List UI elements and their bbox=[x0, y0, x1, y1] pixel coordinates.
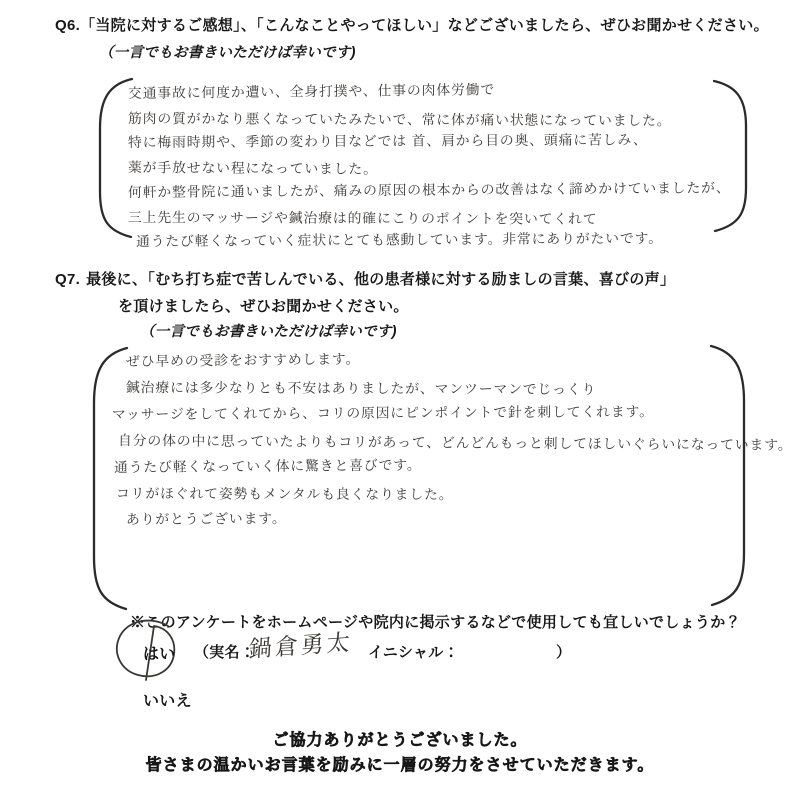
q7-answer-line: マッサージをしてくれてから、コリの原因にピンポイントで針を刺してくれます。 bbox=[111, 403, 654, 422]
q6-answer-line: 薬が手放せない程になっていました。 bbox=[127, 160, 378, 177]
q6-answer-line: 通うたび軽くなっていく症状にとても感動しています。非常にありがたいです。 bbox=[135, 231, 663, 250]
consent-question: ※このアンケートをホームページや院内に掲示するなどで使用しても宜しいでしょうか？ bbox=[130, 614, 741, 631]
q7-answer-line: 通うたび軽くなっていく体に驚きと喜びです。 bbox=[113, 457, 422, 475]
q6-note: （一言でもお書きいただけば幸いです) bbox=[99, 45, 356, 61]
q7-note: （一言でもお書きいただけば幸いです) bbox=[140, 324, 397, 340]
q7-answer-line: 自分の体の中に思っていたよりもコリがあって、どんどんもっと刺してほしいぐらいになっています。 bbox=[117, 433, 793, 453]
initial-label: イニシャル： bbox=[368, 644, 459, 661]
q6-answer-line: 筋肉の質がかなり悪くなっていたみたいで、常に体が痛い状態になっていました。 bbox=[127, 110, 672, 129]
consent-close-paren: ） bbox=[556, 644, 572, 661]
q6-answer-line: 三上先生のマッサージや鍼治療は的確にこりのポイントを突いてくれて bbox=[127, 209, 598, 227]
q7-label: Q7. bbox=[55, 271, 81, 288]
footer-thanks-line: ご協力ありがとうございました。 bbox=[272, 732, 528, 749]
q6-answer-area bbox=[95, 74, 753, 262]
q7-answer-line: ありがとうございます。 bbox=[125, 511, 287, 528]
q6-label: Q6. bbox=[55, 17, 81, 34]
q6-handwritten-answer bbox=[128, 82, 731, 255]
consent-no-option: いいえ bbox=[143, 693, 192, 710]
q6-question-text: 「当院に対するご感想」、「こんなことやってほしい」などございましたら、ぜひお聞かせください。 bbox=[80, 17, 769, 34]
consent-yes-option: はい bbox=[143, 646, 176, 663]
q7-answer-line: ぜひ早めの受診をおすすめします。 bbox=[125, 351, 361, 369]
q6-question-line bbox=[55, 14, 769, 35]
footer-effort-line: 皆さまの温かいお言葉を励みに一層の努力をさせていただきます。 bbox=[145, 757, 655, 774]
q7-answer-line: 鍼治療には多少なりとも不安はありましたが、マンツーマンでじっくり bbox=[125, 380, 597, 398]
q6-answer-line: 何軒か整骨院に通いましたが、痛みの原因の根本からの改善はなく諦めかけていましたが、 bbox=[127, 180, 731, 200]
q7-question-line1 bbox=[55, 268, 675, 289]
real-name-label: （実名： bbox=[194, 644, 256, 661]
q7-question-text1: 最後に、「むち打ち症で苦しんでいる、他の患者様に対する励ましの言葉、喜びの声」 bbox=[86, 271, 676, 288]
q7-handwritten-answer bbox=[111, 349, 793, 534]
q7-answer-area bbox=[88, 343, 793, 615]
q6-answer-line: 特に梅雨時期や、季節の変わり目などでは 首、肩から目の奥、頭痛に苦しみ、 bbox=[127, 132, 648, 151]
q6-answer-line: 交通事故に何度か遭い、全身打撲や、仕事の肉体労働で bbox=[127, 82, 496, 101]
q7-answer-line: コリがほぐれて姿勢もメンタルも良くなりました。 bbox=[115, 486, 454, 503]
q7-question-line2: を頂けましたら、ぜひお聞かせください。 bbox=[118, 298, 409, 315]
real-name-signature: 鍋倉勇太 bbox=[248, 628, 354, 663]
